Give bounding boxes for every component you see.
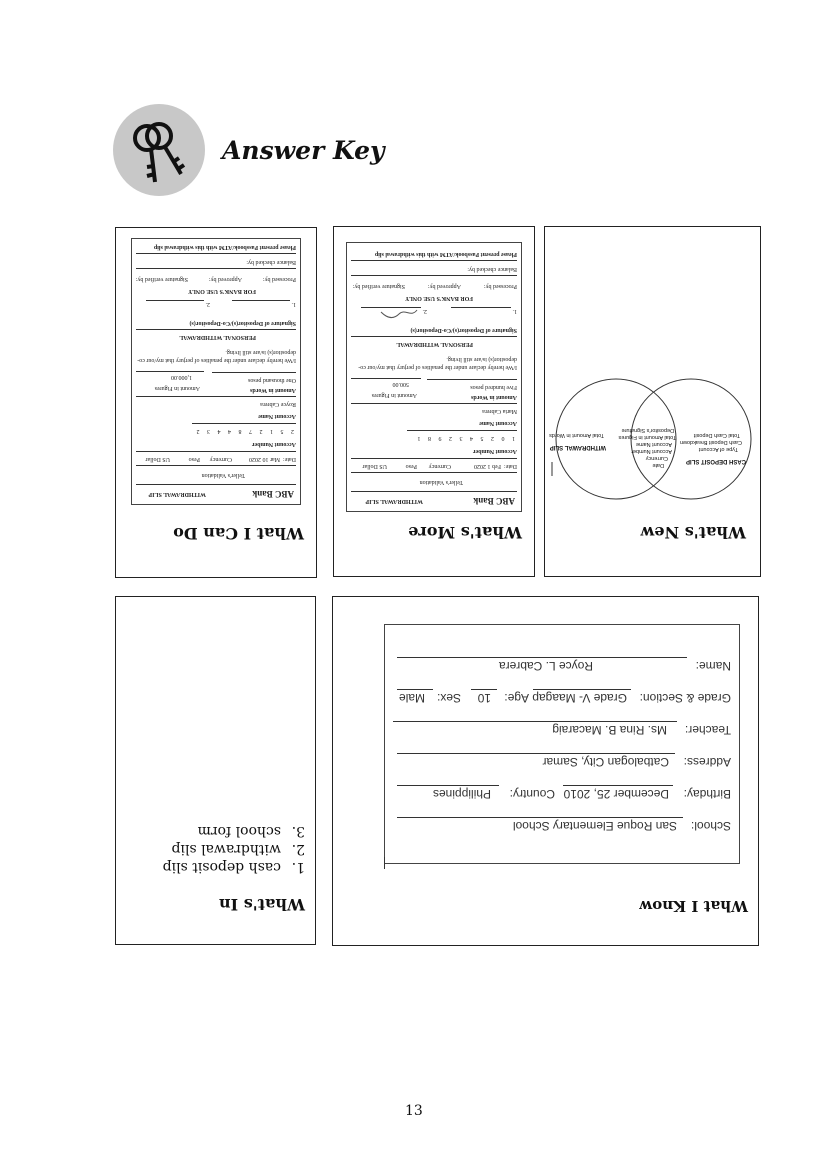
page-number: 13 [405, 1103, 423, 1119]
page-title: Answer Key [222, 136, 385, 165]
teller-validation: Teller's Validation [419, 479, 463, 485]
amount-figures: 1,000.00 [171, 374, 192, 380]
signature-verified: Signature verified by: [135, 276, 188, 282]
grade-row: Grade & Section: Grade V- Maagap Age: 10 Sex: Male [398, 691, 731, 705]
personal-withdrawal: PERSONAL WITHDRAWAL [396, 341, 473, 347]
declaration: I/We hereby declare under the penalties of perjury that my/our co-depositor(s) is/are still living. [358, 356, 517, 370]
date-label: Date: [504, 463, 517, 469]
overlap-item: Account Number [631, 448, 672, 454]
account-name: Royce Cabrera [260, 401, 296, 407]
account-number: 2 5 1 2 7 8 4 4 3 2 [193, 428, 294, 434]
declaration: I/We hereby declare under the penalties of perjury that my/our co-depositor(s) is/are still living. [137, 349, 296, 363]
address-row: Address: Catbalogan City, Samar [385, 753, 739, 771]
account-name-label: Account Name [258, 413, 296, 419]
date-value: Mar 10 2020 [249, 456, 280, 462]
what-i-can-do-title: What I Can Do [173, 524, 304, 543]
amount-words-label: Amount in Words [471, 394, 517, 400]
cash-deposit-item: Cash Deposit Breakdown [679, 439, 742, 445]
what-i-can-do-panel [115, 227, 317, 578]
signature-label: Signature of Depositor(s)/Co-Depositor(s) [189, 320, 296, 326]
date-label: Date: [283, 456, 296, 462]
list-item: 3.school form [197, 823, 305, 839]
bank-use-only: FOR BANK'S USE ONLY [188, 288, 256, 294]
signature-scribble [379, 302, 419, 321]
personal-withdrawal: PERSONAL WITHDRAWAL [179, 334, 256, 340]
amount-words: One thousand pesos [248, 377, 296, 383]
whats-in-title: What's In [219, 895, 305, 914]
usd-option: US Dollar [362, 463, 387, 469]
account-number: 1 0 2 5 4 3 2 9 8 1 [414, 435, 515, 441]
date-value: Feb 1 2020 [474, 463, 501, 469]
slip-footer: Please present Passbook/ATM with this withdrawal slip [374, 251, 517, 257]
school-row: School: San Roque Elementary School [385, 817, 739, 835]
signature-label: Signature of Depositor(s)/Co-Depositor(s) [410, 327, 517, 333]
peso-option: Peso [405, 463, 417, 469]
approved-by: Approved by: [427, 283, 461, 289]
school-form [384, 624, 740, 864]
whats-more-title: What's More [408, 523, 522, 542]
withdrawal-slip: ABC Bank WITHDRAWAL SLIP Teller's Validation Date: Mar 10 2020 Currency Peso US Dollar Account Number 2 5 1 2 7 8 4 4 3 2 Account Name Royce Cabrera Amount in Words One thousand pesos Amount in Figures 1,000.00 I/We hereby declare under the penalties of perjury that my/our co-depositor(s) is/are still living. PERSONAL WITHDRAWAL Signature of Depositor(s)/Co-Depositor(s) 1. 2. FOR BANK'S USE ONLY Processed by: Approved by: Signature verified by: Balance checked by: Please present Passbook/ATM with this withdrawal slip [131, 238, 301, 505]
overlap-item: Total Amount in Figures [618, 434, 676, 440]
bank-name: ABC Bank [473, 496, 515, 506]
whats-new-panel [544, 226, 761, 577]
bank-name: ABC Bank [252, 489, 294, 499]
amount-words-label: Amount in Words [250, 387, 296, 393]
slip-type: WITHDRAWAL SLIP [148, 491, 206, 497]
cash-deposit-circle-title: CASH DEPOSIT SLIP [685, 458, 746, 464]
overlap-item: Date [652, 462, 664, 468]
overlap-item: Currency [645, 455, 668, 461]
what-i-know-panel [332, 596, 759, 946]
cash-deposit-item: Total Cash Deposit [693, 432, 740, 438]
currency-label: Currency [428, 463, 451, 469]
bank-use-only: FOR BANK'S USE ONLY [405, 295, 473, 301]
withdrawal-item: Total Amount in Words [549, 432, 604, 438]
venn-diagram [550, 374, 756, 504]
slip-type: WITHDRAWAL SLIP [365, 498, 423, 504]
keys-icon [113, 104, 205, 196]
peso-option: Peso [188, 456, 200, 462]
balance-checked: Balance checked by: [467, 266, 517, 272]
name-row: Name: Royce L. Cabrera [385, 657, 739, 675]
currency-label: Currency [209, 456, 232, 462]
account-name-label: Account Name [479, 420, 517, 426]
slip-footer: Please present Passbook/ATM with this withdrawal slip [153, 244, 296, 250]
what-i-know-title: What I Know [639, 897, 748, 915]
birthday-row: Birthday: December 25, 2010 Country: Philippines [385, 785, 739, 803]
amount-figures-label: Amount in Figures [154, 385, 200, 391]
whats-more-panel [333, 226, 535, 577]
withdrawal-slip: ABC Bank WITHDRAWAL SLIP Teller's Validation Date: Feb 1 2020 Currency Peso US Dollar Account Number 1 0 2 5 4 3 2 9 8 1 Account Name Maria Cabrera Amount in Words Five hundred pesos Amount in Figures 500.00 I/We hereby declare under the penalties of perjury that my/our co-depositor(s) is/are still living. PERSONAL WITHDRAWAL Signature of Depositor(s)/Co-Depositor(s) 1. 2. FOR BANK'S USE ONLY Processed by: Approved by: Signature verified by: Balance checked by: Please present Passbook/ATM with this withdrawal slip [346, 242, 522, 512]
approved-by: Approved by: [208, 276, 242, 282]
cash-deposit-item: Type of Account [698, 446, 738, 452]
account-name: Maria Cabrera [482, 408, 517, 414]
list-item: 2.withdrawal slip [171, 841, 305, 857]
overlap-item: Depositor's Signature [621, 427, 674, 433]
account-number-label: Account Number [251, 441, 296, 447]
balance-checked: Balance checked by: [246, 259, 296, 265]
account-number-label: Account Number [472, 448, 517, 454]
amount-figures: 500.00 [392, 381, 409, 387]
processed-by: Processed by: [483, 283, 517, 289]
amount-words: Five hundred pesos [470, 384, 517, 390]
overlap-item: Account Name [635, 441, 672, 447]
whats-in-panel [115, 596, 316, 945]
teller-validation: Teller's Validation [201, 472, 245, 478]
processed-by: Processed by: [262, 276, 296, 282]
list-item: 1.cash deposit slip [162, 859, 305, 875]
answer-list [163, 822, 305, 876]
teacher-row: Teacher: Ms. Rina B. Macaraig [385, 721, 739, 739]
signature-verified: Signature verified by: [352, 283, 405, 289]
whats-new-title: What's New [640, 523, 746, 542]
amount-figures-label: Amount in Figures [371, 392, 417, 398]
usd-option: US Dollar [145, 456, 170, 462]
withdrawal-circle-title: WITHDRAWAL SLIP [549, 444, 606, 450]
